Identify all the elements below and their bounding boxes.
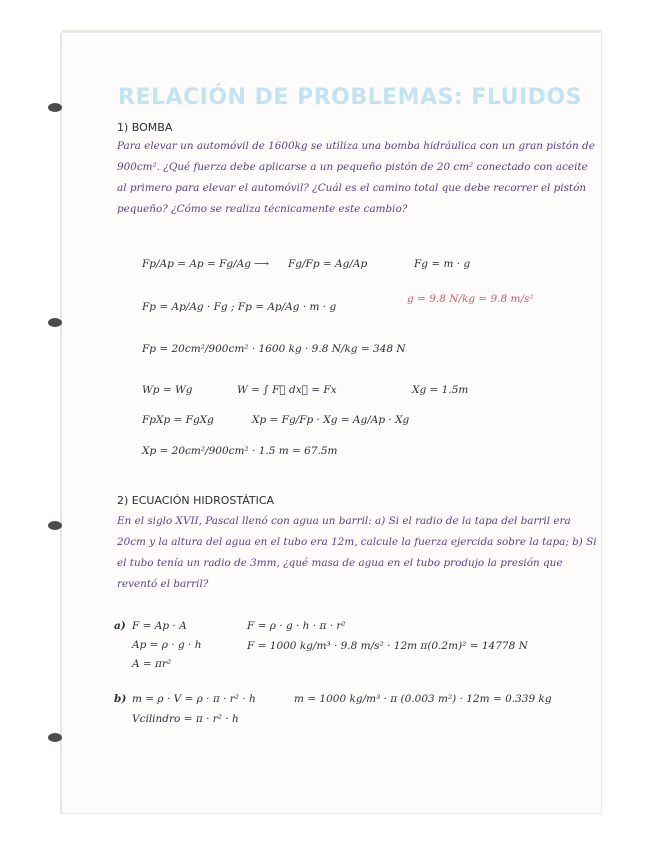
equation: A = πr² bbox=[132, 658, 172, 670]
equation: W = ∫ F⃗ dx⃗ = Fx bbox=[237, 384, 337, 396]
section2-problem: En el siglo XVII, Pascal llenó con agua un barril: a) Si el radio de la tapa del barril era 20cm y la altura del agua en el tubo era 12m, calcule la fuerza ejercida sobre la tapa; b) Si el tubo tenía un radio de 3mm, ¿qué masa de agua en el tubo produjo la presión que reventó el barril? bbox=[117, 515, 597, 590]
page-title: RELACIÓN DE PROBLEMAS: FLUIDOS bbox=[118, 85, 582, 110]
equation: Fg = m · g bbox=[414, 258, 471, 270]
equation: Fp/Ap = Ap = Fg/Ag bbox=[142, 258, 251, 270]
equation: Fg/Fp = Ag/Ap bbox=[288, 258, 368, 270]
binder-hole bbox=[48, 733, 62, 742]
equation: m = ρ · V = ρ · π · r² · h bbox=[132, 693, 256, 705]
equation: Xp = 20cm²/900cm² · 1.5 m = 67.5m bbox=[142, 445, 338, 457]
equation: Xp = Fg/Fp · Xg = Ag/Ap · Xg bbox=[252, 414, 410, 426]
part-b-label: b) bbox=[114, 693, 127, 705]
equation: F = 1000 kg/m³ · 9.8 m/s² · 12m π(0.2m)² = 14778 N bbox=[247, 640, 528, 652]
binder-hole bbox=[48, 318, 62, 327]
equation: Wp = Wg bbox=[142, 384, 193, 396]
equation: Ap = ρ · g · h bbox=[132, 639, 202, 651]
gravity-note: g = 9.8 N/kg = 9.8 m/s² bbox=[407, 293, 534, 305]
section1-problem: Para elevar un automóvil de 1600kg se utiliza una bomba hidráulica con un gran pistón de 900cm². ¿Qué fuerza debe aplicarse a un pequeño pistón de 20 cm² conectado con aceite al primero para elevar el automóvil? ¿Cuál es el camino total que debe recorrer el pistón pequeño? ¿Cómo se realiza técnicamente este cambio? bbox=[117, 140, 595, 215]
arrow: ⟶ bbox=[254, 258, 270, 270]
equation: Xg = 1.5m bbox=[412, 384, 469, 396]
equation: Fp = 20cm²/900cm² · 1600 kg · 9.8 N/kg = 348 N bbox=[142, 343, 406, 355]
equation: F = ρ · g · h · π · r² bbox=[247, 620, 346, 632]
equation: Vcilindro = π · r² · h bbox=[132, 713, 239, 725]
equation: m = 1000 kg/m³ · π (0.003 m²) · 12m = 0.339 kg bbox=[294, 693, 552, 705]
equation: Fp = Ap/Ag · Fg ; Fp = Ap/Ag · m · g bbox=[142, 301, 337, 313]
notebook-page bbox=[62, 33, 601, 813]
section2-heading: 2) ECUACIÓN HIDROSTÁTICA bbox=[117, 494, 275, 507]
equation: F = Ap · A bbox=[132, 620, 187, 632]
part-a-label: a) bbox=[114, 620, 126, 632]
binder-hole bbox=[48, 521, 62, 530]
equation: FpXp = FgXg bbox=[142, 414, 214, 426]
section1-heading: 1) BOMBA bbox=[117, 121, 173, 134]
binder-hole bbox=[48, 103, 62, 112]
